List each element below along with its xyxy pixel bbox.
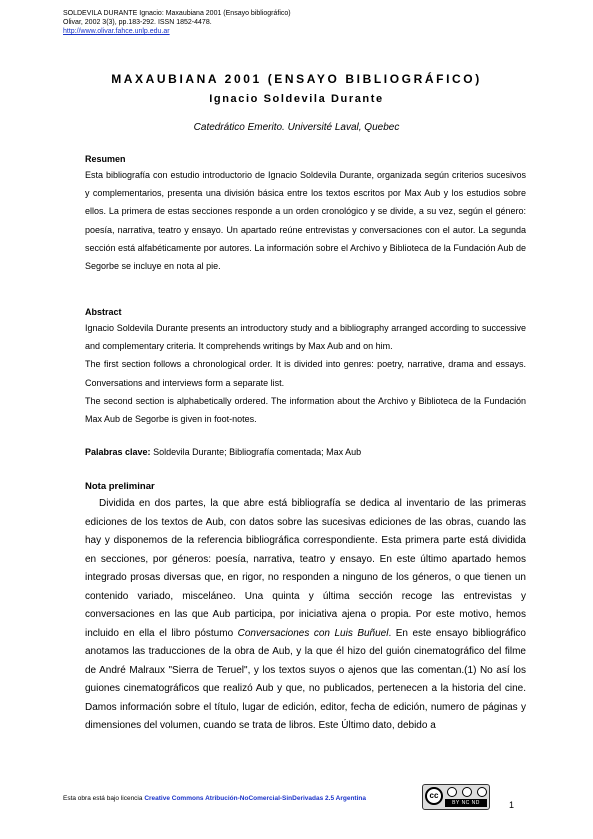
page-number: 1 bbox=[509, 800, 515, 810]
resumen-heading: Resumen bbox=[85, 154, 126, 164]
cc-badge-terms: BY NC ND bbox=[445, 799, 487, 807]
license-footer bbox=[63, 795, 366, 802]
document-title: MAXAUBIANA 2001 (ENSAYO BIBLIOGRÁFICO) bbox=[111, 72, 482, 86]
abstract-paragraph-1: Ignacio Soldevila Durante presents an introductory study and a bibliography arranged according to successive and complementary criteria. It comprehends writings by Max Aub and on him. bbox=[85, 323, 526, 352]
author-name: Ignacio Soldevila Durante bbox=[209, 93, 384, 105]
author-affiliation: Catedrático Emerito. Université Laval, Quebec bbox=[193, 122, 400, 133]
resumen-text: Esta bibliografía con estudio introductorio de Ignacio Soldevila Durante, organizada según criterios sucesivos y complementarios, presenta una división básica entre los textos escritos por Max Aub y los estudios sobre ellos. La primera de estas secciones responde a un orden cronológico y se divide, a su vez, según el género: poesía, narrativa, teatro y ensayo. Un apartado reúne entrevistas y conversaciones con el autor. La segunda sección está alfabéticamente por autores. La información sobre el Archivo y Biblioteca de la Fundación Aub de Segorbe se incluye en nota al pie. bbox=[85, 170, 526, 272]
nota-text-a: Dividida en dos partes, la que abre está bibliografía se dedica al inventario de las primeras ediciones de los textos de Aub, con datos sobre las sucesivas ediciones de las obras, cuando las hay y disponemos de la referencia bibliográfica correspondiente. Esta primera parte está dividida en secciones, por géneros: poesía, narrativa, teatro y ensayo. En este último apartado hemos integrado prosas diversas que, en rigor, no responden a ninguno de los géneros, o que tienen un contenido variado, misceláneo. Una quinta y última sección recoge las entrevistas y conversaciones en las que Aub participa, por iniciativa ajena o propia. Por este motivo, hemos incluido en ella el libro póstumo bbox=[85, 498, 526, 639]
nota-text-b: . En este ensayo bibliográfico anotamos las traducciones de la obra de Aub, y la que él hizo del guión cinematográfico del filme de André Malraux "Sierra de Teruel", y los textos suyos o ajenos que las comentan.(1) No así los guiones cinematográficos que realizó Aub y que, no publicados, pertenecen a la historia del cine. Damos información sobre el título, lugar de edición, editor, fecha de edición, numero de páginas y dimensiones del volumen, cuando se trata de libros. Este Último dato, debido a bbox=[85, 627, 526, 731]
license-icons bbox=[447, 787, 487, 798]
keywords-section bbox=[85, 443, 526, 461]
attribution-icon bbox=[447, 787, 457, 797]
header-issn: Olivar, 2002 3(3), pp.183-292. ISSN 1852-4478. bbox=[63, 19, 212, 26]
nota-preliminar-section bbox=[85, 479, 526, 736]
license-link[interactable]: Creative Commons Atribución-NoComercial-SinDerivadas 2.5 Argentina bbox=[144, 795, 366, 802]
noderivatives-icon bbox=[477, 787, 487, 797]
journal-url-link[interactable]: http://www.olivar.fahce.unlp.edu.ar bbox=[63, 28, 170, 35]
abstract-paragraph-3: The second section is alphabetically ordered. The information about the Archivo y Biblioteca de la Fundación Max Aub de Segorbe is given in foot-notes. bbox=[85, 395, 526, 425]
header-citation: SOLDEVILA DURANTE Ignacio: Maxaubiana 2001 (Ensayo bibliográfico) bbox=[63, 10, 291, 17]
resumen-section bbox=[85, 152, 526, 275]
keywords-text: Soldevila Durante; Bibliografía comentada; Max Aub bbox=[153, 447, 362, 457]
nota-body bbox=[85, 495, 526, 736]
noncommercial-icon bbox=[462, 787, 472, 797]
creative-commons-badge[interactable] bbox=[422, 784, 490, 810]
running-header bbox=[63, 9, 533, 36]
abstract-heading: Abstract bbox=[85, 307, 122, 317]
abstract-section bbox=[85, 305, 526, 428]
license-prefix: Esta obra está bajo licencia bbox=[63, 795, 143, 802]
keywords-label: Palabras clave: bbox=[85, 447, 151, 457]
nota-heading: Nota preliminar bbox=[85, 481, 155, 492]
nota-book-title: Conversaciones con Luis Buñuel bbox=[237, 627, 389, 639]
cc-icon: cc bbox=[425, 787, 443, 805]
abstract-paragraph-2: The first section follows a chronological order. It is divided into genres: poetry, narrative, drama and essays. Conversations and interviews form a separate list. bbox=[85, 359, 526, 388]
